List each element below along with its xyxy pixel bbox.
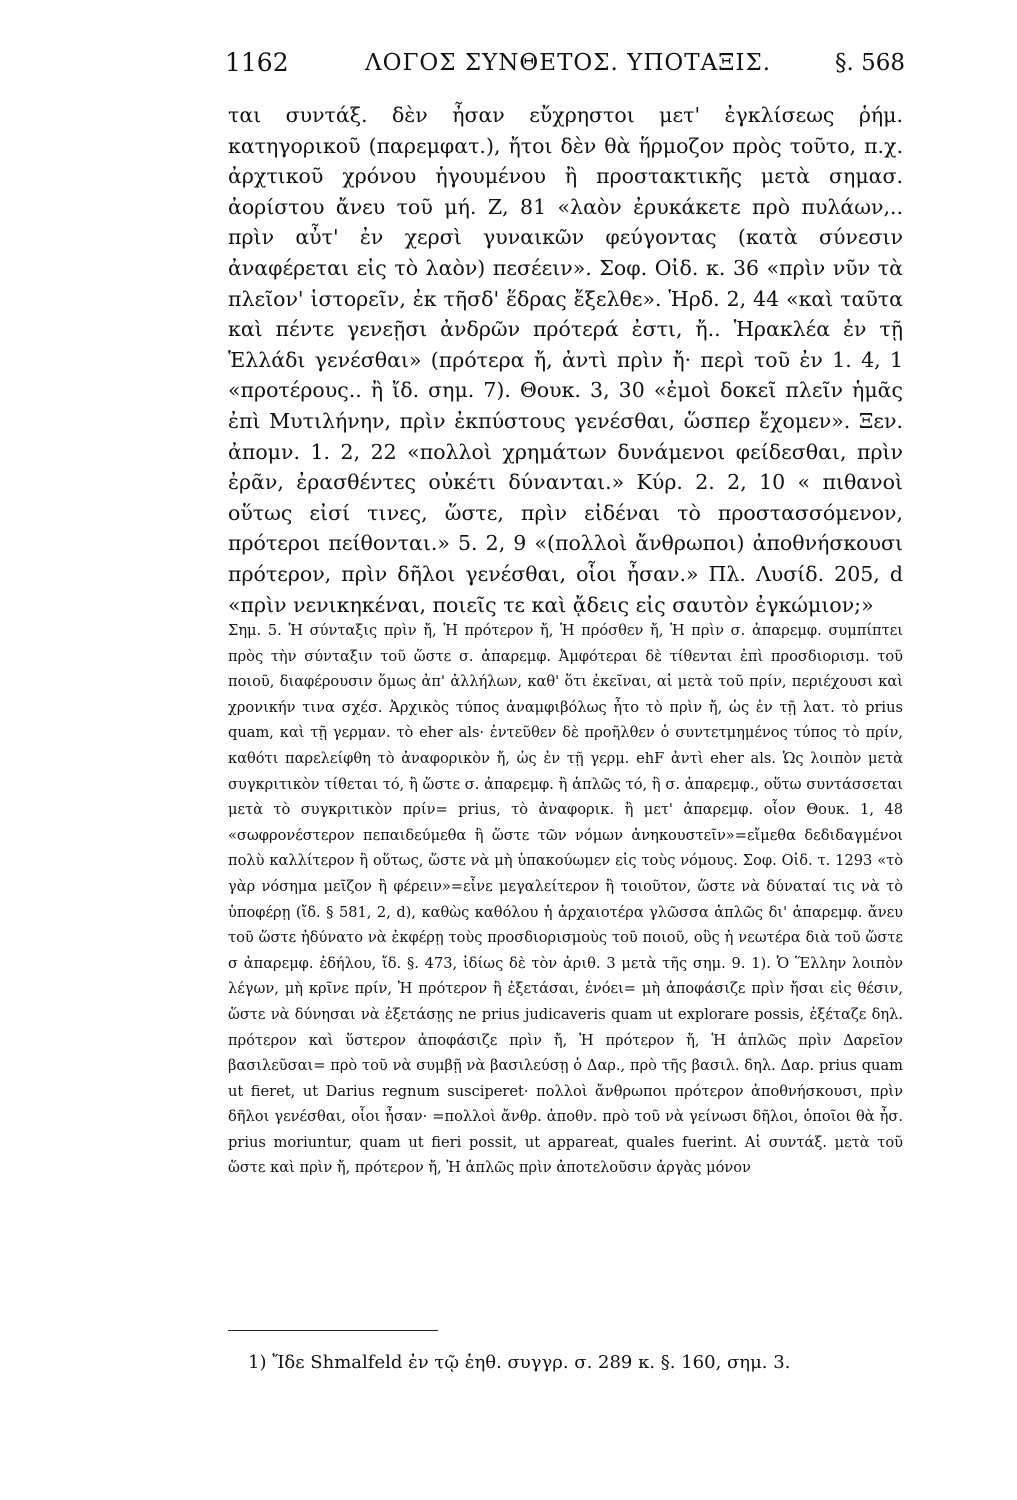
- note-text: Σημ. 5. Ἡ σύνταξις πρὶν ἤ, Ἡ πρότερον ἤ, Ἡ πρόσθεν ἤ, Ἡ πρὶν σ. ἀπαρεμφ. συμπίπτει πρὸς τὴν σύνταξιν τοῦ ὥστε σ. ἀπαρεμφ. Ἀμφότεραι δὲ τίθενται ἐπὶ προσδιορισμ. τοῦ ποιοῦ, διαφέρουσιν ὅμως ἀπ' ἀλλήλων, καθ' ὅτι ἐκεῖναι, αἱ μετὰ τοῦ πρίν, περιέχουσι καὶ χρονικήν τινα σχέσ. Ἀρχικὸς τύπος ἀναμφιβόλως ἦτο τὸ πρὶν ἤ, ὡς ἐν τῇ λατ. τὸ prius quam, καὶ τῇ γερμαν. τὸ eher als· ἐντεῦθεν δὲ προῆλθεν ὁ συντετμημένος τύπος τὸ πρίν, καθότι παρελείφθη τὸ ἀναφορικὸν ἤ, ὡς ἐν τῇ γερμ. ehF ἀντὶ eher als. Ὡς λοιπὸν μετὰ συγκριτικὸν τίθεται τό, ἢ ὥστε σ. ἀπαρεμφ. ἢ ἁπλῶς τό, ἢ σ. ἀπαρεμφ., οὕτω συντάσσεται μετὰ τὸ συγκριτικὸν πρίν= prius, τὸ ἀναφορικ. ἢ μετ' ἀπαρεμφ. οἷον Θουκ. 1, 48 «σωφρονέστερον πεπαιδεύμεθα ἢ ὥστε τῶν νόμων ἀνηκουστεῖν»=εἴμεθα δεδιδαγμένοι πολὺ καλλίτερον ἢ οὕτως, ὥστε νὰ μὴ ὑπακούωμεν εἰς τοὺς νόμους. Σοφ. Οἰδ. τ. 1293 «τὸ γὰρ νόσημα μεῖζον ἢ φέρειν»=εἶνε μεγαλείτερον ἢ τοιοῦτον, ὥστε νὰ δύναταί τις νὰ τὸ ὑποφέρῃ (ἴδ. § 581, 2, d), καθὼς καθόλου ἡ ἀρχαιοτέρα γλῶσσα ἁπλῶς δι' ἀπαρεμφ. ἄνευ τοῦ ὥστε ἠδύνατο νὰ ἐκφέρῃ τοὺς προσδιορισμοὺς τοῦ ποιοῦ, οὓς ἡ νεωτέρα διὰ τοῦ ὥστε σ ἀπαρεμφ. ἐδήλου, ἴδ. §. 473, ἰδίως δὲ τὸν ἀριθ. 3 μετὰ τῆς σημ. 9. 1). Ὁ Ἕλλην λοιπὸν λέγων, μὴ κρῖνε πρίν, Ἡ πρότερον ἢ ἐξετάσαι, ἐνόει= μὴ ἀποφάσιζε πρὶν ἤσαι εἰς θέσιν, ὥστε νὰ δύνησαι νὰ ἐξετάσῃς ne prius judicaveris quam ut explorare possis, ἐξέταζε δηλ. πρότερον καὶ ὕστερον ἀποφάσιζε πρὶν ἤ, Ἡ πρότερον ἤ, Ἡ ἁπλῶς πρὶν Δαρεῖον βασιλεῦσαι= πρὸ τοῦ νὰ συμβῇ νὰ βασιλεύσῃ ὁ Δαρ., πρὸ τῆς βασιλ. δηλ. Δαρ. prius quam ut fieret, ut Darius regnum susciperet· πολλοὶ ἄνθρωποι πρότερον ἀποθνήσκουσι, πρὶν δῆλοι γενέσθαι, οἷοι ἦσαν· =πολλοὶ ἄνθρ. ἀποθν. πρὸ τοῦ νὰ γείνωσι δῆλοι, ὁποῖοι θὰ ἦσ. prius moriuntur, quam ut fieri possit, ut appareat, quales fuerint. Αἱ συντάξ. μετὰ τοῦ ὥστε καὶ πρὶν ἤ, πρότερον ἤ, Ἡ ἁπλῶς πρὶν ἀποτελοῦσιν ἀργὰς μόνον: [228, 622, 903, 1177]
- page-header: [225, 48, 905, 88]
- section-number: §. 568: [834, 50, 905, 76]
- footnote: 1) Ἴδε Shmalfeld ἐν τῷ ἑηθ. συγγρ. σ. 289 κ. §. 160, σημ. 3.: [248, 1352, 791, 1373]
- page-number: 1162: [225, 48, 289, 77]
- footnote-rule: [228, 1330, 438, 1331]
- main-text: ται συντάξ. δὲν ἦσαν εὔχρηστοι μετ' ἐγκλίσεως ῥήμ. κατηγορικοῦ (παρεμφατ.), ἤτοι δὲν θὰ ἥρμοζον πρὸς τοῦτο, π.χ. ἀρχτικοῦ χρόνου ἡγουμένου ἢ προστακτικῆς μετὰ σημασ. ἀορίστου ἄνευ τοῦ μή. Ζ, 81 «λαὸν ἐρυκάκετε πρὸ πυλάων,.. πρὶν αὖτ' ἐν χερσὶ γυναικῶν φεύγοντας (κατὰ σύνεσιν ἀναφέρεται εἰς τὸ λαὸν) πεσέειν». Σοφ. Οἰδ. κ. 36 «πρὶν νῦν τὰ πλεῖον' ἱστορεῖν, ἐκ τῆσδ' ἕδρας ἔξελθε». Ἡρδ. 2, 44 «καὶ ταῦτα καὶ πέντε γενεῇσι ἀνδρῶν πρότερά ἐστι, ἤ.. Ἡρακλέα ἐν τῇ Ἑλλάδι γενέσθαι» (πρότερα ἤ, ἀντὶ πρὶν ἤ· περὶ τοῦ ἐν 1. 4, 1 «προτέρους.. ἢ ἴδ. σημ. 7). Θουκ. 3, 30 «ἐμοὶ δοκεῖ πλεῖν ἡμᾶς ἐπὶ Μυτιλήνην, πρὶν ἐκπύστους γενέσθαι, ὥσπερ ἔχομεν». Ξεν. ἀπομν. 1. 2, 22 «πολλοὶ χρημάτων δυνάμενοι φείδεσθαι, πρὶν ἐρᾶν, ἐρασθέντες οὐκέτι δύνανται.» Κύρ. 2. 2, 10 « πιθανοὶ οὕτως εἰσί τινες, ὥστε, πρὶν εἰδέναι τὸ προστασσόμενον, πρότεροι πείθονται.» 5. 2, 9 «(πολλοὶ ἄνθρωποι) ἀποθνήσκουσι πρότερον, πρὶν δῆλοι γενέσθαι, οἷοι ἦσαν.» Πλ. Λυσίδ. 205, d «πρὶν νενικηκέναι, ποιεῖς τε καὶ ᾄδεις εἰς σαυτὸν ἐγκώμιον;»: [228, 103, 903, 617]
- running-title: ΛΟΓΟΣ ΣΥΝΘΕΤΟΣ. ΥΠΟΤΑΞΙΣ.: [365, 50, 772, 76]
